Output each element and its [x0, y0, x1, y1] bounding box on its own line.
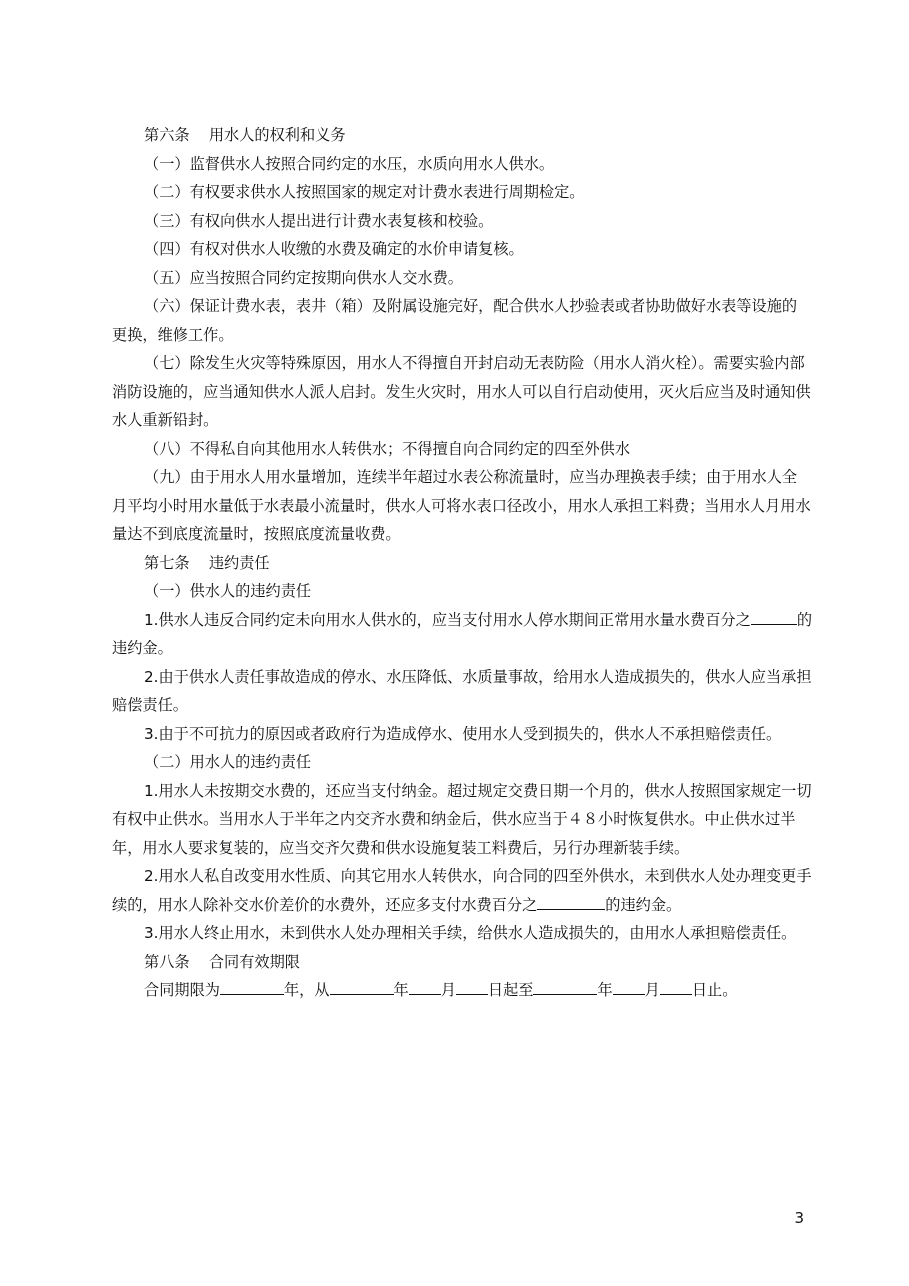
- user-liability-3: 3.用水人终止用水，未到供水人处办理相关手续，给供水人造成损失的，由用水人承担赔偿责任。: [144, 924, 797, 942]
- text-segment: 日止。: [691, 981, 738, 999]
- user-liability-2: [112, 862, 812, 919]
- clause-8: （八）不得私自向其他用水人转供水；不得擅自向合同约定的四至外供水: [144, 439, 630, 458]
- contract-term-line: [112, 976, 812, 1005]
- supplier-liability-heading: （一）供水人的违约责任: [144, 582, 312, 600]
- fill-blank: [660, 979, 692, 995]
- page-number: 3: [794, 1209, 804, 1227]
- text-segment: 年: [597, 981, 613, 999]
- fill-blank: [456, 979, 488, 995]
- supplier-liability-1: [112, 606, 812, 663]
- fill-blank: [613, 979, 645, 995]
- fill-blank: [220, 979, 284, 995]
- text-segment: 月: [644, 981, 660, 999]
- fill-blank: [409, 979, 441, 995]
- text-segment: 合同期限为: [144, 981, 220, 999]
- text-segment: 的违约金。: [112, 610, 812, 657]
- text-segment: 年: [393, 981, 409, 999]
- fill-blank: [330, 979, 394, 995]
- fill-blank: [533, 979, 597, 995]
- clause-3: （三）有权向供水人提出进行计费水表复核和校验。: [144, 211, 494, 230]
- clause-7: （七）除发生火灾等特殊原因，用水人不得擅自开封启动无表防险（用水人消火栓）。需要实验内部消防设施的，应当通知供水人派人启封。发生火灾时，用水人可以自行启动使用，灭火后应当及时通知供水人重新铅封。: [112, 354, 811, 429]
- article-7-heading: 第七条 违约责任: [144, 553, 270, 572]
- fill-blank: [537, 893, 605, 909]
- clause-6: （六）保证计费水表，表井（箱）及附属设施完好，配合供水人抄验表或者协助做好水表等设施的更换，维修工作。: [112, 297, 798, 344]
- supplier-liability-2: 2.由于供水人责任事故造成的停水、水压降低、水质量事故，给用水人造成损失的，供水人应当承担赔偿责任。: [112, 667, 812, 714]
- fill-blank: [751, 608, 797, 624]
- clause-5: （五）应当按照合同约定按期向供水人交水费。: [144, 268, 463, 287]
- article-6-heading: 第六条 用水人的权利和义务: [144, 126, 346, 144]
- text-segment: 年，从: [283, 981, 330, 999]
- user-liability-heading: （二）用水人的违约责任: [144, 753, 312, 771]
- clause-1: （一）监督供水人按照合同约定的水压，水质向用水人供水。: [144, 154, 555, 173]
- article-8-heading: 第八条 合同有效期限: [144, 952, 300, 971]
- clause-9: （九）由于用水人用水量增加，连续半年超过水表公称流量时，应当办理换表手续；由于用水人全月平均小时用水量低于水表最小流量时，供水人可将水表口径改小，用水人承担工料费；当用水人月用水量达不到底度流量时，按照底度流量收费。: [112, 468, 811, 543]
- text-segment: 月: [440, 981, 456, 999]
- supplier-liability-3: 3.由于不可抗力的原因或者政府行为造成停水、使用水人受到损失的，供水人不承担赔偿责任。: [144, 724, 782, 743]
- text-segment: 日起至: [487, 981, 534, 999]
- text-segment: 的违约金。: [605, 895, 682, 914]
- user-liability-1: 1.用水人未按期交水费的，还应当支付纳金。超过规定交费日期一个月的，供水人按照国家规定一切有权中止供水。当用水人于半年之内交齐水费和纳金后，供水应当于４８小时恢复供水。中止供水过半年，用水人要求复装的，应当交齐欠费和供水设施复装工料费后，另行办理新装手续。: [112, 781, 812, 857]
- text-segment: 2.用水人私自改变用水性质、向其它用水人转供水，向合同的四至外供水，未到供水人处办理变更手续的，用水人除补交水价差价的水费外，还应多支付水费百分之: [112, 867, 812, 914]
- clause-4: （四）有权对供水人收缴的水费及确定的水价申请复核。: [144, 240, 524, 258]
- text-segment: 1.供水人违反合同约定未向用水人供水的，应当支付用水人停水期间正常用水量水费百分之: [144, 610, 751, 629]
- document-body: [112, 121, 812, 1005]
- clause-2: （二）有权要求供水人按照国家的规定对计费水表进行周期检定。: [144, 183, 585, 201]
